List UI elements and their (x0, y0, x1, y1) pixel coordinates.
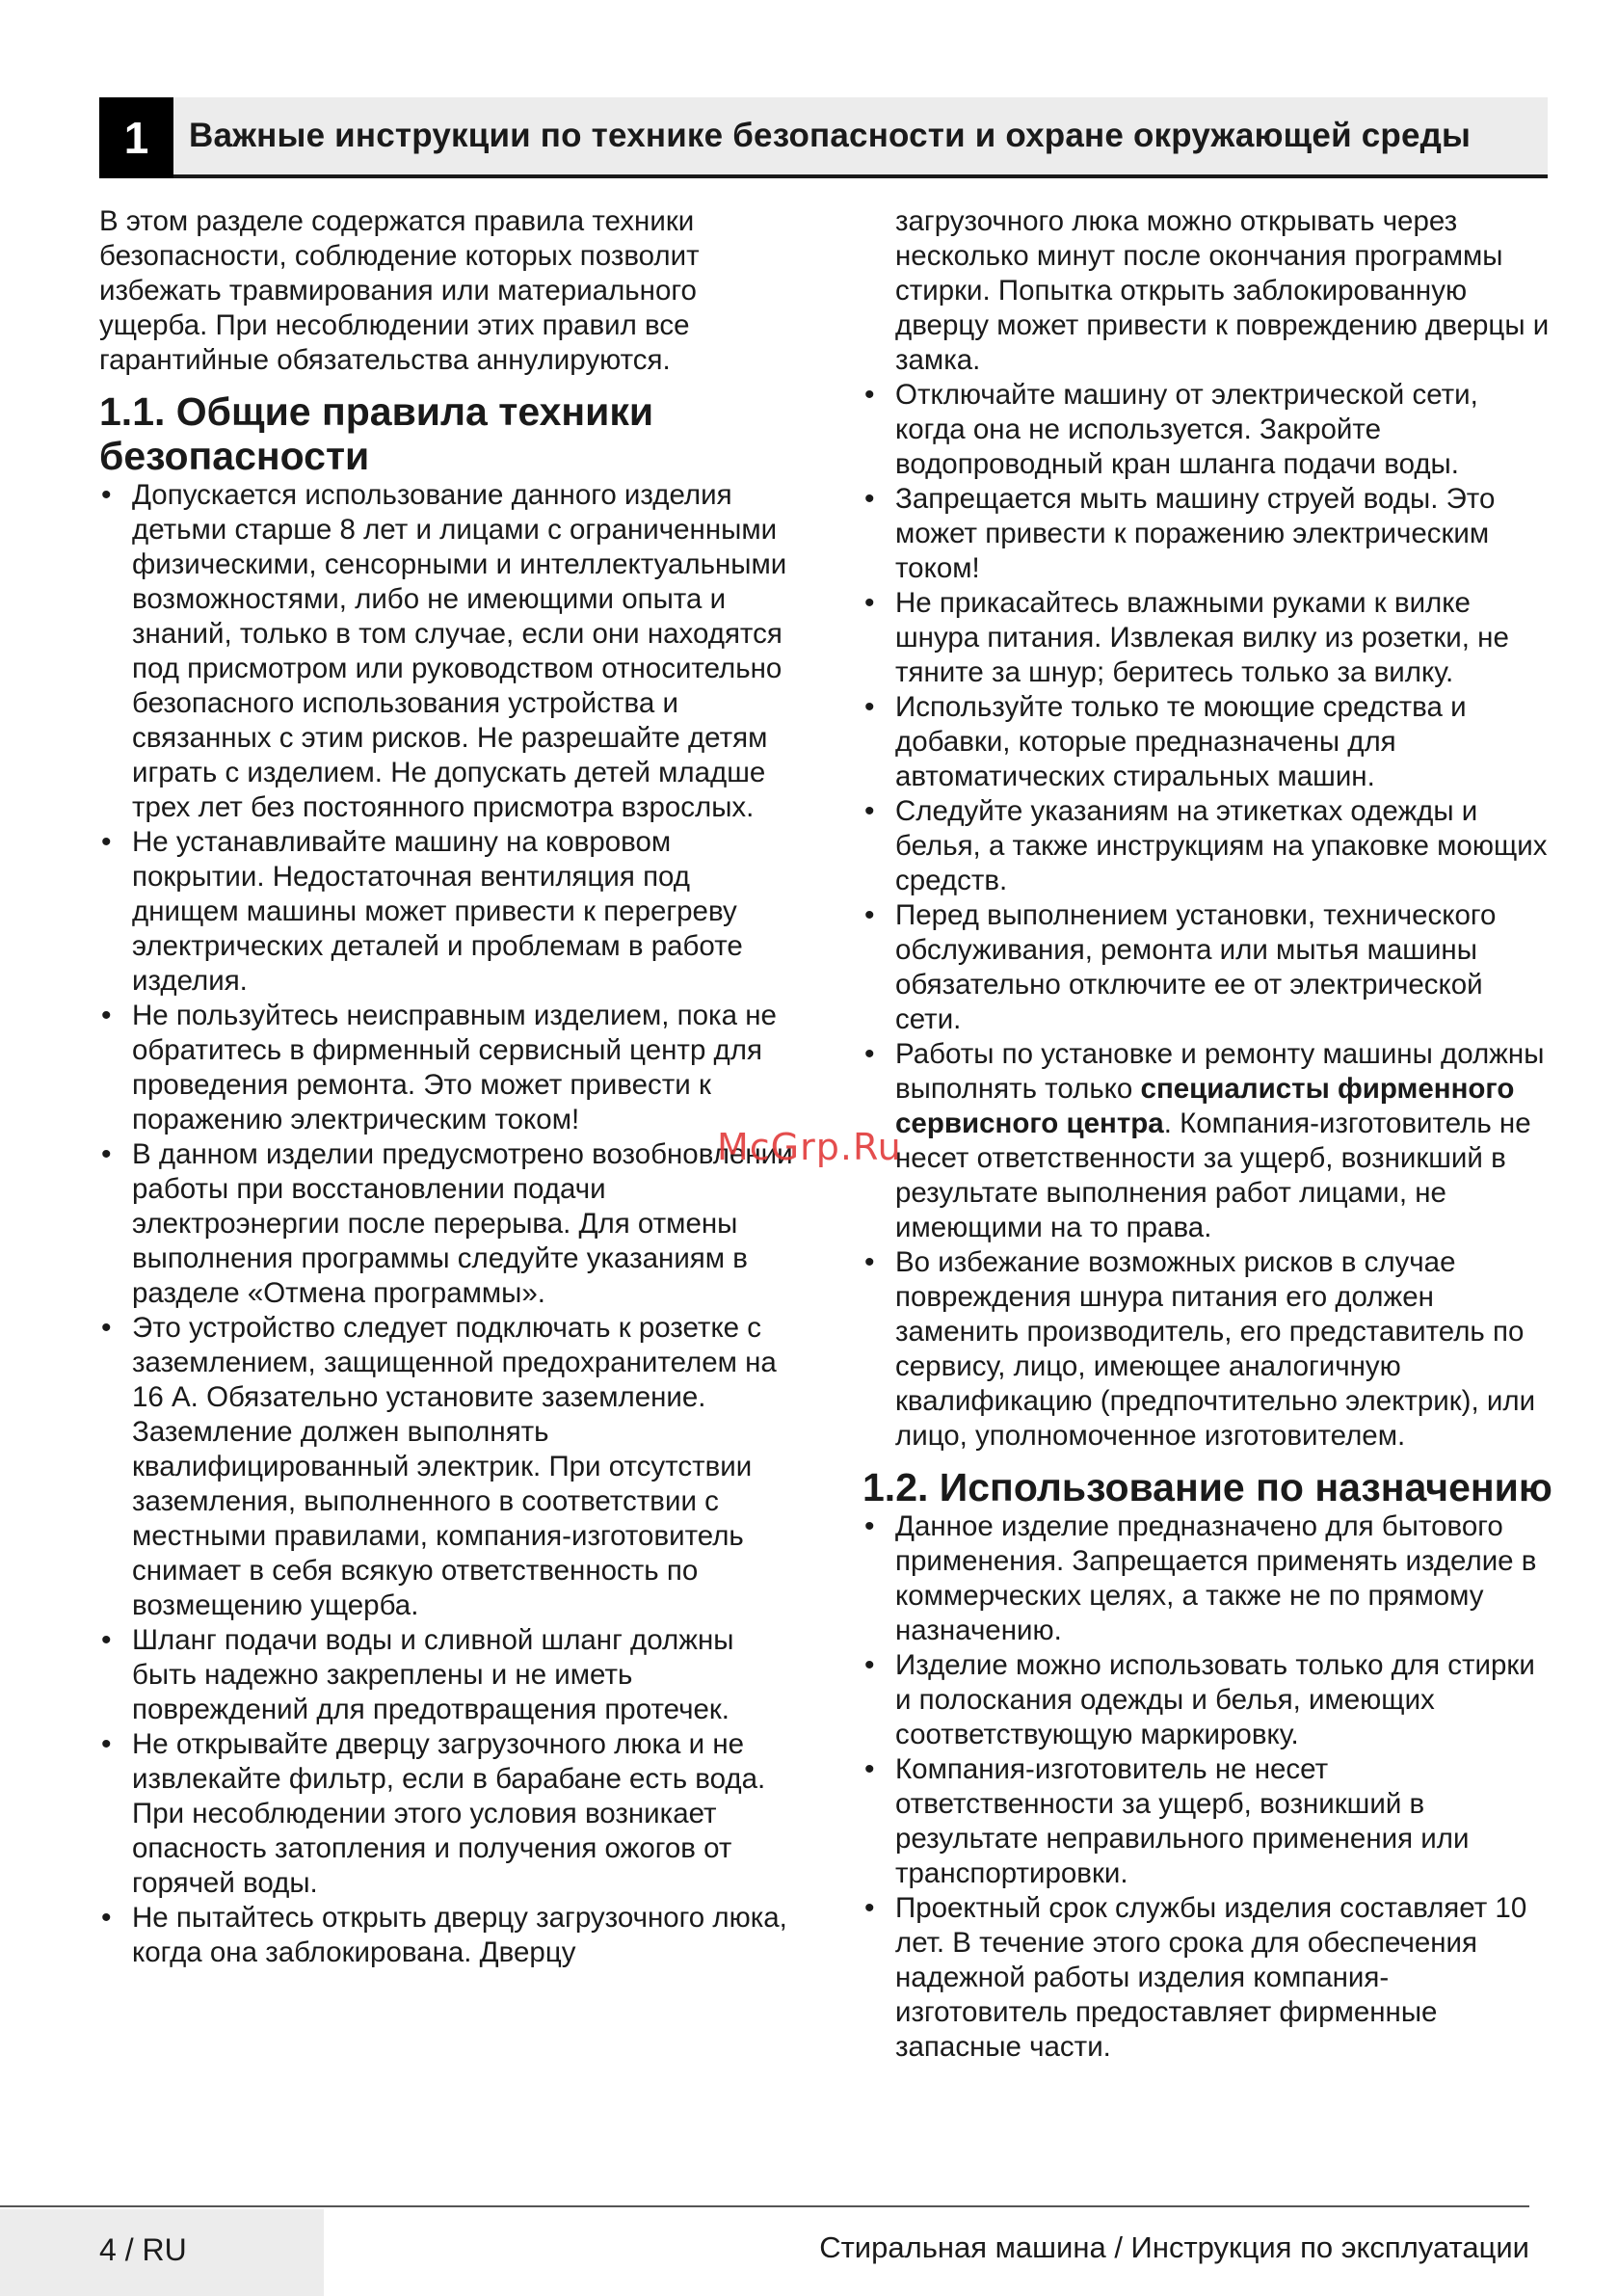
usage-list (862, 1509, 1554, 2065)
list-item: • Данное изделие предназначено для бытового применения. Запрещается применять изделие в коммерческих целях, а также не по прямому назначению. (862, 1509, 1554, 1648)
watermark: McGrp.Ru (717, 1126, 902, 1168)
footer-page-box (0, 2209, 324, 2296)
service-text-before: Работы по установке и ремонту машины должны выполнять только (895, 1038, 1545, 1105)
list-item: • Шланг подачи воды и сливной шланг должны быть надежно закреплены и не иметь повреждений для предотвращения протечек. (99, 1623, 793, 1727)
section-1-2-title: 1.2. Использование по назначению (862, 1465, 1552, 1509)
chapter-header (99, 97, 1548, 178)
safety-list-right (862, 204, 1554, 1454)
list-item: • Не прикасайтесь влажными руками к вилке шнура питания. Извлекая вилку из розетки, не тяните за шнур; беритесь только за вилку. (862, 586, 1554, 690)
list-item (862, 1037, 1554, 1245)
list-item: • Не устанавливайте машину на ковровом покрытии. Недостаточная вентиляция под днищем машины может привести к перегреву электрических деталей и проблемам в работе изделия. (99, 825, 793, 999)
list-item: • В данном изделии предусмотрено возобновлении работы при восстановлении подачи электроэнергии после перерыва. Для отмены выполнения программы следуйте указаниям в разделе «Отмена программы». (99, 1137, 793, 1311)
footer-title: Стиральная машина / Инструкция по эксплуатации (819, 2230, 1529, 2264)
list-item: • Допускается использование данного изделия детьми старше 8 лет и лицами с ограниченными физическими, сенсорными и интеллектуальными возможностями, либо не имеющими опыта и знаний, только в том случае, если они находятся под присмотром или руководством относительно безопасного использования устройства и связанных с этим рисков. Не разрешайте детям играть с изделием. Не допускать детей младше трех лет без постоянного присмотра взрослых. (99, 478, 793, 825)
list-item: • Перед выполнением установки, технического обслуживания, ремонта или мытья машины обязательно отключите ее от электрической сети. (862, 898, 1554, 1037)
right-column (862, 204, 1554, 2065)
list-item-continuation: загрузочного люка можно открывать через несколько минут после окончания программы стирки. Попытка открыть заблокированную дверцу может привести к повреждению дверцы и замка. (895, 205, 1550, 376)
intro-paragraph: В этом разделе содержатся правила техники безопасности, соблюдение которых позволит избежать травмирования или материального ущерба. При несоблюдении этих правил все гарантийные обязательства аннулируются. (99, 205, 700, 376)
left-column (99, 204, 793, 1970)
list-item: • Изделие можно использовать только для стирки и полоскания одежды и белья, имеющих соответствующую маркировку. (862, 1648, 1554, 1752)
list-item: • Не пытайтесь открыть дверцу загрузочного люка, когда она заблокирована. Дверцу (99, 1901, 793, 1970)
list-item: • Во избежание возможных рисков в случае повреждения шнура питания его должен заменить производитель, его представитель по сервису, лицо, имеющее аналогичную квалификацию (предпочтительно электрик), или лицо, уполномоченное изготовителем. (862, 1245, 1554, 1454)
service-text-bold: специалисты фирменного сервисного центра (895, 1073, 1515, 1139)
safety-list-left (99, 478, 793, 1970)
list-item: • Используйте только те моющие средства и добавки, которые предназначены для автоматических стиральных машин. (862, 690, 1554, 794)
list-item: • Проектный срок службы изделия составляет 10 лет. В течение этого срока для обеспечения надежной работы изделия компания-изготовитель предоставляет фирменные запасные части. (862, 1891, 1554, 2065)
section-1-1-title: 1.1. Общие правила техники безопасности (99, 389, 654, 478)
list-item: • Отключайте машину от электрической сети, когда она не используется. Закройте водопроводный кран шланга подачи воды. (862, 378, 1554, 482)
list-item: • Это устройство следует подключать к розетке с заземлением, защищенной предохранителем на 16 А. Обязательно установите заземление. Заземление должен выполнять квалифицированный электрик. При отсутствии заземления, выполненного в соответствии с местными правилами, компания-изготовитель снимает в себя всякую ответственность по возмещению ущерба. (99, 1311, 793, 1623)
page-number: 4 / RU (99, 2232, 187, 2267)
list-item: • Не пользуйтесь неисправным изделием, пока не обратитесь в фирменный сервисный центр для проведения ремонта. Это может привести к поражению электрическим током! (99, 999, 793, 1137)
footer-divider (0, 2205, 1529, 2207)
list-item: • Не открывайте дверцу загрузочного люка и не извлекайте фильтр, если в барабане есть вода. При несоблюдении этого условия возникает опасность затопления и получения ожогов от горячей воды. (99, 1727, 793, 1901)
chapter-title: Важные инструкции по технике безопасности и охране окружающей среды (189, 117, 1472, 154)
chapter-number: 1 (99, 97, 173, 178)
list-item: • Запрещается мыть машину струей воды. Это может привести к поражению электрическим током! (862, 482, 1554, 586)
list-item: • Компания-изготовитель не несет ответственности за ущерб, возникший в результате неправильного применения или транспортировки. (862, 1752, 1554, 1891)
list-item: • Следуйте указаниям на этикетках одежды и белья, а также инструкциям на упаковке моющих средств. (862, 794, 1554, 898)
service-text-after: . Компания-изготовитель не несет ответственности за ущерб, возникший в результате выполнения работ лицами, не имеющими на то права. (895, 1108, 1531, 1243)
